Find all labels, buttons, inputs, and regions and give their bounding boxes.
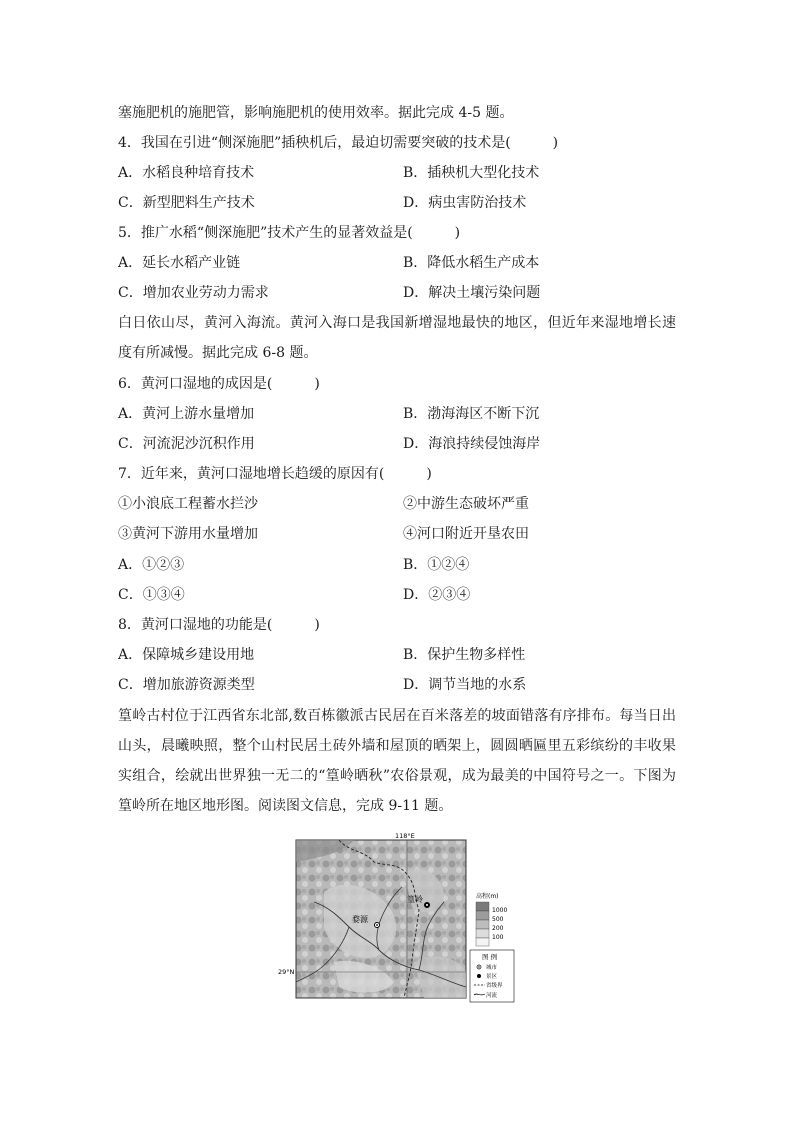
q7-item-2: ②中游生态破坏严重 bbox=[403, 496, 529, 512]
q5-option-c: C．增加农业劳动力需求 bbox=[118, 285, 269, 301]
elev-level-200: 200 bbox=[492, 925, 504, 932]
q6-option-b: B．渤海海区不断下沉 bbox=[403, 406, 540, 422]
q8-option-a: A．保障城乡建设用地 bbox=[118, 647, 255, 663]
legend-city-label: 城市 bbox=[486, 965, 498, 971]
q6-option-c: C．河流泥沙沉积作用 bbox=[118, 436, 255, 452]
q4-option-a: A．水稻良种培育技术 bbox=[118, 165, 255, 181]
intro-4-5: 塞施肥机的施肥管，影响施肥机的使用效率。据此完成 4-5 题。 bbox=[118, 105, 514, 121]
city-label: 婺源 bbox=[352, 915, 368, 924]
q4-option-d: D．病虫害防治技术 bbox=[403, 195, 527, 211]
intro-9-11: 篁岭古村位于江西省东北部,数百栋徽派古民居在百米落差的坡面错落有序排布。每当日出山头，晨曦映照，整个山村民居土砖外墙和屋顶的晒架上，圆圆晒匾里五彩缤纷的丰收果实组合，绘就出世界独一无二的“篁岭晒秋”农俗景观，成为最美的中国符号之一。下图为篁岭所在地区地形图。阅读图文信息，完成 9-11 题。 bbox=[118, 708, 676, 814]
q4-option-b: B．插秧机大型化技术 bbox=[403, 165, 540, 181]
legend-title: 图 例 bbox=[482, 953, 498, 961]
elev-level-1000: 1000 bbox=[492, 907, 508, 914]
q8-option-d: D．调节当地的水系 bbox=[403, 677, 527, 693]
legend-river-label: 河流 bbox=[486, 993, 498, 999]
q7-option-a: A．①②③ bbox=[118, 557, 185, 573]
q7-option-c: C．①③④ bbox=[118, 587, 185, 603]
q8-option-c: C．增加旅游资源类型 bbox=[118, 677, 255, 693]
map-area bbox=[296, 840, 466, 998]
question-4-stem: 4．我国在引进“侧深施肥”插秧机后，最迫切需要突破的技术是( ) bbox=[118, 135, 559, 151]
symbol-legend bbox=[470, 950, 514, 1002]
question-8-stem: 8．黄河口湿地的功能是( ) bbox=[118, 617, 320, 633]
terrain-map-figure bbox=[278, 832, 516, 1006]
longitude-label: 118°E bbox=[395, 832, 415, 840]
q8-option-b: B．保护生物多样性 bbox=[403, 647, 526, 663]
q5-option-d: D．解决土壤污染问题 bbox=[403, 285, 541, 301]
elev-level-100: 100 bbox=[492, 934, 504, 941]
q5-option-a: A．延长水稻产业链 bbox=[118, 255, 241, 271]
legend-scenic-icon bbox=[477, 974, 481, 978]
q7-option-d: D．②③④ bbox=[403, 587, 471, 603]
q4-option-c: C．新型肥料生产技术 bbox=[118, 195, 255, 211]
elevation-title: 高程(m) bbox=[476, 893, 499, 900]
q6-option-d: D．海浪持续侵蚀海岸 bbox=[403, 436, 541, 452]
elev-level-500: 500 bbox=[492, 916, 504, 923]
elevation-legend bbox=[476, 892, 507, 946]
legend-scenic-label: 景区 bbox=[486, 974, 498, 980]
question-6-stem: 6．黄河口湿地的成因是( ) bbox=[118, 376, 320, 392]
legend-border-label: 省级界 bbox=[486, 983, 503, 989]
q7-item-4: ④河口附近开垦农田 bbox=[403, 526, 529, 542]
q7-option-b: B．①②④ bbox=[403, 557, 470, 573]
q5-option-b: B．降低水稻生产成本 bbox=[403, 255, 540, 271]
intro-6-8: 白日依山尽，黄河入海流。黄河入海口是我国新增湿地最快的地区，但近年来湿地增长速度有所减慢。据此完成 6-8 题。 bbox=[118, 315, 676, 361]
q7-item-1: ①小浪底工程蓄水拦沙 bbox=[118, 496, 258, 512]
question-5-stem: 5．推广水稻“侧深施肥”技术产生的显著效益是( ) bbox=[118, 225, 461, 241]
q6-option-a: A．黄河上游水量增加 bbox=[118, 406, 255, 422]
scenic-label: 篁岭 bbox=[407, 895, 423, 904]
question-7-stem: 7．近年来，黄河口湿地增长趋缓的原因有( ) bbox=[118, 466, 432, 482]
latitude-label: 29°N bbox=[278, 968, 295, 976]
q7-item-3: ③黄河下游用水量增加 bbox=[118, 526, 258, 542]
